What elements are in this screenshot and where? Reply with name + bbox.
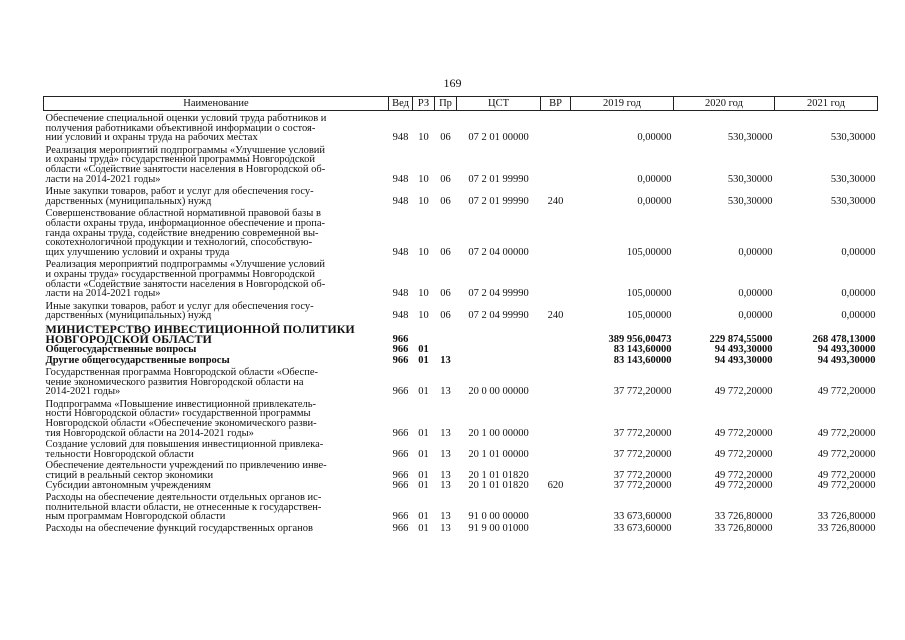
- row-2019: 33 673,60000: [613, 511, 672, 523]
- row-name-line: Общегосударственные вопросы: [45, 343, 197, 355]
- row-2020: 49 772,20000: [714, 470, 773, 481]
- header-name: Наименование: [44, 97, 389, 111]
- row-name-line: Другие общегосударственные вопросы: [45, 355, 230, 367]
- row-ved: 948: [392, 246, 409, 258]
- row-rz: 10: [418, 310, 429, 322]
- row-rz: 10: [418, 288, 429, 300]
- row-name: [44, 299, 389, 321]
- row-ved: 966: [392, 334, 409, 346]
- row-name-line: области «Содействие занятости населения в Новгородской об-: [45, 163, 326, 175]
- row-cst: [457, 321, 541, 345]
- table-row: [44, 257, 878, 298]
- table-row: [44, 354, 878, 366]
- row-pr: [435, 345, 457, 355]
- row-vr: [541, 143, 571, 184]
- row-name: [44, 345, 389, 355]
- row-cst: 20 0 00 00000: [468, 386, 529, 398]
- row-name-line: Иные закупки товаров, работ и услуг для обеспечения госу-: [45, 186, 314, 198]
- row-2021: 530,30000: [830, 195, 876, 207]
- row-2019: 105,00000: [626, 288, 672, 300]
- row-rz: 10: [418, 173, 429, 185]
- row-cst: 20 1 01 01820: [468, 479, 529, 491]
- row-cst: 07 2 04 99990: [468, 310, 529, 322]
- row-2021: 530,30000: [830, 173, 876, 185]
- row-pr: 13: [440, 448, 451, 460]
- row-vr: [541, 366, 571, 397]
- table-row: [44, 143, 878, 184]
- row-name-line: области «Содействие занятости населения в Новгородской об-: [45, 278, 326, 290]
- row-2021: 0,00000: [841, 288, 876, 300]
- row-2019: 83 143,60000: [613, 343, 672, 355]
- row-name-line: тия Новгородской области на 2014-2021 годы»: [45, 427, 254, 439]
- row-2020: 49 772,20000: [714, 479, 773, 491]
- row-ved: 948: [392, 195, 409, 207]
- row-ved: 966: [392, 479, 409, 491]
- row-name-line: Обеспечение деятельности учреждений по привлечению инве-: [45, 460, 327, 472]
- table-row: [44, 299, 878, 321]
- row-name-line: области охраны труда, информационное обеспечение и пропа-: [45, 217, 326, 229]
- row-name: [44, 459, 389, 480]
- header-2021: 2021 год: [775, 97, 878, 111]
- row-vr: [541, 490, 571, 522]
- row-pr: 13: [440, 386, 451, 398]
- table-row: [44, 481, 878, 491]
- row-vr: 240: [547, 310, 564, 322]
- row-vr: [541, 257, 571, 298]
- row-name-line: 2014-2021 годы»: [45, 386, 121, 398]
- row-name-line: МИНИСТЕРСТВО ИНВЕСТИЦИОННОЙ ПОЛИТИКИ: [45, 321, 355, 336]
- row-2021: 94 493,30000: [817, 355, 876, 367]
- row-rz: 01: [418, 448, 429, 460]
- row-2021: 49 772,20000: [817, 479, 876, 491]
- row-name: [44, 522, 389, 534]
- table-row: [44, 321, 878, 345]
- row-2021: 49 772,20000: [817, 427, 876, 439]
- row-name-line: чение экономического развития Новгородской области на: [45, 376, 304, 388]
- row-cst: 20 1 01 01820: [468, 470, 529, 481]
- header-cst: ЦСТ: [457, 97, 541, 111]
- row-vr: [541, 438, 571, 459]
- row-name-line: полнительной власти области, не отнесенные к государствен-: [45, 501, 322, 513]
- row-name-line: и охраны труда» государственной программы Новгородской: [45, 154, 315, 166]
- row-name-line: ганда охраны труда, содействие внедрению современной вы-: [45, 227, 319, 239]
- row-name-line: НОВГОРОДСКОЙ ОБЛАСТИ: [45, 332, 212, 347]
- row-pr: 06: [440, 288, 451, 300]
- row-name-line: Создание условий для повышения инвестиционной привлека-: [45, 439, 324, 451]
- row-2019: 37 772,20000: [613, 479, 672, 491]
- row-rz: [413, 321, 435, 345]
- row-name-line: Расходы на обеспечение деятельности отдельных органов ис-: [45, 492, 322, 504]
- row-vr: [541, 345, 571, 355]
- row-rz: 01: [418, 427, 429, 439]
- row-2019: 33 673,60000: [613, 522, 672, 534]
- row-pr: 13: [440, 355, 451, 367]
- row-2020: 0,00000: [738, 310, 773, 322]
- row-ved: 966: [392, 511, 409, 523]
- row-name-line: Реализация мероприятий подпрограммы «Улучшение условий: [45, 144, 326, 156]
- row-2020: 530,30000: [727, 132, 773, 144]
- table-row: [44, 111, 878, 143]
- row-name: [44, 490, 389, 522]
- row-cst: 20 1 01 00000: [468, 448, 529, 460]
- row-cst: 07 2 01 99990: [468, 195, 529, 207]
- budget-table: [43, 96, 878, 534]
- row-pr: 13: [440, 479, 451, 491]
- row-2019: 389 956,00473: [608, 334, 672, 346]
- row-ved: 966: [392, 522, 409, 534]
- row-2019: 37 772,20000: [613, 427, 672, 439]
- row-2021: 0,00000: [841, 310, 876, 322]
- row-vr: [541, 397, 571, 438]
- row-rz: 01: [418, 511, 429, 523]
- row-rz: 01: [418, 479, 429, 491]
- row-ved: 948: [392, 173, 409, 185]
- row-name: [44, 143, 389, 184]
- row-rz: 01: [418, 386, 429, 398]
- row-vr: [541, 522, 571, 534]
- row-pr: 06: [440, 246, 451, 258]
- row-2019: 0,00000: [637, 195, 672, 207]
- table-row: [44, 206, 878, 257]
- row-2020: 94 493,30000: [714, 355, 773, 367]
- row-rz: 10: [418, 246, 429, 258]
- row-pr: 13: [440, 470, 451, 481]
- header-ved: Вед: [389, 97, 413, 111]
- table-row: [44, 490, 878, 522]
- table-row: [44, 345, 878, 355]
- row-name-line: Совершенствование областной нормативной правовой базы в: [45, 208, 321, 220]
- row-pr: [435, 321, 457, 345]
- row-pr: 06: [440, 310, 451, 322]
- row-2021: 49 772,20000: [817, 448, 876, 460]
- table-row: [44, 459, 878, 480]
- row-name-line: Реализация мероприятий подпрограммы «Улучшение условий: [45, 259, 326, 271]
- row-name-line: и охраны труда» государственной программы Новгородской: [45, 268, 315, 280]
- row-cst: 07 2 04 00000: [468, 246, 529, 258]
- row-name: [44, 257, 389, 298]
- header-pr: Пр: [435, 97, 457, 111]
- row-2020: 94 493,30000: [714, 343, 773, 355]
- row-ved: 966: [392, 470, 409, 481]
- row-2019: 37 772,20000: [613, 448, 672, 460]
- row-2021: 94 493,30000: [817, 343, 876, 355]
- row-ved: 966: [392, 448, 409, 460]
- row-2021: 33 726,80000: [817, 511, 876, 523]
- row-rz: 01: [418, 470, 429, 481]
- row-2020: 530,30000: [727, 195, 773, 207]
- row-name: [44, 438, 389, 459]
- table-body: [44, 111, 878, 534]
- row-name-line: щих улучшению условий и охраны труда: [45, 246, 230, 258]
- row-ved: 966: [392, 427, 409, 439]
- row-2020: 49 772,20000: [714, 386, 773, 398]
- row-vr: [541, 206, 571, 257]
- row-name-line: ласти на 2014-2021 годы»: [45, 173, 161, 185]
- row-2019: 0,00000: [637, 132, 672, 144]
- row-name-line: Обеспечение специальной оценки условий труда работников и: [45, 113, 327, 124]
- row-2021: 49 772,20000: [817, 470, 876, 481]
- row-name-line: ласти на 2014-2021 годы»: [45, 288, 161, 300]
- row-2019: 105,00000: [626, 310, 672, 322]
- row-name-line: Государственная программа Новгородской области «Обеспе-: [45, 367, 318, 379]
- row-name-line: тельности Новгородской области: [45, 448, 194, 460]
- row-2020: 49 772,20000: [714, 427, 773, 439]
- row-pr: 06: [440, 173, 451, 185]
- row-ved: 948: [392, 132, 409, 144]
- row-name: [44, 184, 389, 206]
- row-rz: 01: [418, 343, 429, 355]
- row-2021: 268 478,13000: [812, 334, 876, 346]
- row-cst: [457, 345, 541, 355]
- row-vr: [541, 321, 571, 345]
- row-2020: 530,30000: [727, 173, 773, 185]
- row-cst: 20 1 00 00000: [468, 427, 529, 439]
- row-name: [44, 481, 389, 491]
- row-name: [44, 366, 389, 397]
- row-name-line: дарственных (муниципальных) нужд: [45, 195, 212, 207]
- row-vr: 240: [547, 195, 564, 207]
- row-vr: [541, 459, 571, 480]
- row-2019: 37 772,20000: [613, 386, 672, 398]
- row-vr: 620: [547, 479, 564, 491]
- row-2020: 33 726,80000: [714, 522, 773, 534]
- row-ved: 966: [392, 386, 409, 398]
- row-name-line: стиций в реальный сектор экономики: [45, 470, 214, 481]
- row-pr: 13: [440, 427, 451, 439]
- row-vr: [541, 111, 571, 143]
- row-cst: 07 2 04 99990: [468, 288, 529, 300]
- row-name-line: Новгородской области «Обеспечение экономического разви-: [45, 418, 317, 430]
- page-number: 169: [443, 76, 462, 90]
- row-name: [44, 206, 389, 257]
- row-name-line: ности Новгородской области» государственной программы: [45, 408, 311, 420]
- row-2019: 37 772,20000: [613, 470, 672, 481]
- row-2021: 49 772,20000: [817, 386, 876, 398]
- row-rz: 10: [418, 132, 429, 144]
- row-name: [44, 397, 389, 438]
- table-row: [44, 522, 878, 534]
- header-vr: ВР: [541, 97, 571, 111]
- row-cst: [457, 354, 541, 366]
- header-2020: 2020 год: [674, 97, 775, 111]
- table-row: [44, 438, 878, 459]
- row-pr: 06: [440, 195, 451, 207]
- row-2020: 0,00000: [738, 246, 773, 258]
- row-2020: 33 726,80000: [714, 511, 773, 523]
- row-name-line: нии условий и охраны труда на рабочих местах: [45, 132, 258, 144]
- row-2021: 530,30000: [830, 132, 876, 144]
- row-ved: 966: [392, 343, 409, 355]
- table-row: [44, 366, 878, 397]
- row-name-line: ным программам Новгородской области: [45, 511, 226, 523]
- header-2019: 2019 год: [571, 97, 674, 111]
- row-cst: 07 2 01 00000: [468, 132, 529, 144]
- row-2021: 33 726,80000: [817, 522, 876, 534]
- row-name-line: Иные закупки товаров, работ и услуг для обеспечения госу-: [45, 300, 314, 312]
- row-cst: 91 9 00 01000: [468, 522, 529, 534]
- row-ved: 966: [392, 355, 409, 367]
- row-name-line: сокотехнологичной продукции и технологий, способствую-: [45, 237, 313, 249]
- row-name-line: Субсидии автономным учреждениям: [45, 479, 211, 491]
- row-pr: 13: [440, 511, 451, 523]
- table-row: [44, 397, 878, 438]
- table-row: [44, 184, 878, 206]
- row-2019: 0,00000: [637, 173, 672, 185]
- header-rz: РЗ: [413, 97, 435, 111]
- row-2020: 49 772,20000: [714, 448, 773, 460]
- row-cst: 91 0 00 00000: [468, 511, 529, 523]
- row-ved: 948: [392, 310, 409, 322]
- row-vr: [541, 354, 571, 366]
- row-rz: 10: [418, 195, 429, 207]
- row-ved: 948: [392, 288, 409, 300]
- row-2020: 229 874,55000: [709, 334, 773, 346]
- row-2021: 0,00000: [841, 246, 876, 258]
- row-name-line: Подпрограмма «Повышение инвестиционной привлекатель-: [45, 398, 317, 410]
- row-pr: 13: [440, 522, 451, 534]
- table-header-row: [44, 97, 878, 111]
- row-2019: 105,00000: [626, 246, 672, 258]
- row-name-line: Расходы на обеспечение функций государственных органов: [45, 522, 313, 534]
- row-2019: 83 143,60000: [613, 355, 672, 367]
- row-rz: 01: [418, 522, 429, 534]
- row-name: [44, 321, 389, 345]
- row-name-line: дарственных (муниципальных) нужд: [45, 310, 212, 322]
- row-pr: 06: [440, 132, 451, 144]
- row-cst: 07 2 01 99990: [468, 173, 529, 185]
- row-rz: 01: [418, 355, 429, 367]
- row-2020: 0,00000: [738, 288, 773, 300]
- row-name: [44, 111, 389, 143]
- row-name-line: получения работниками объективной информации о состоя-: [45, 122, 316, 134]
- row-name: [44, 354, 389, 366]
